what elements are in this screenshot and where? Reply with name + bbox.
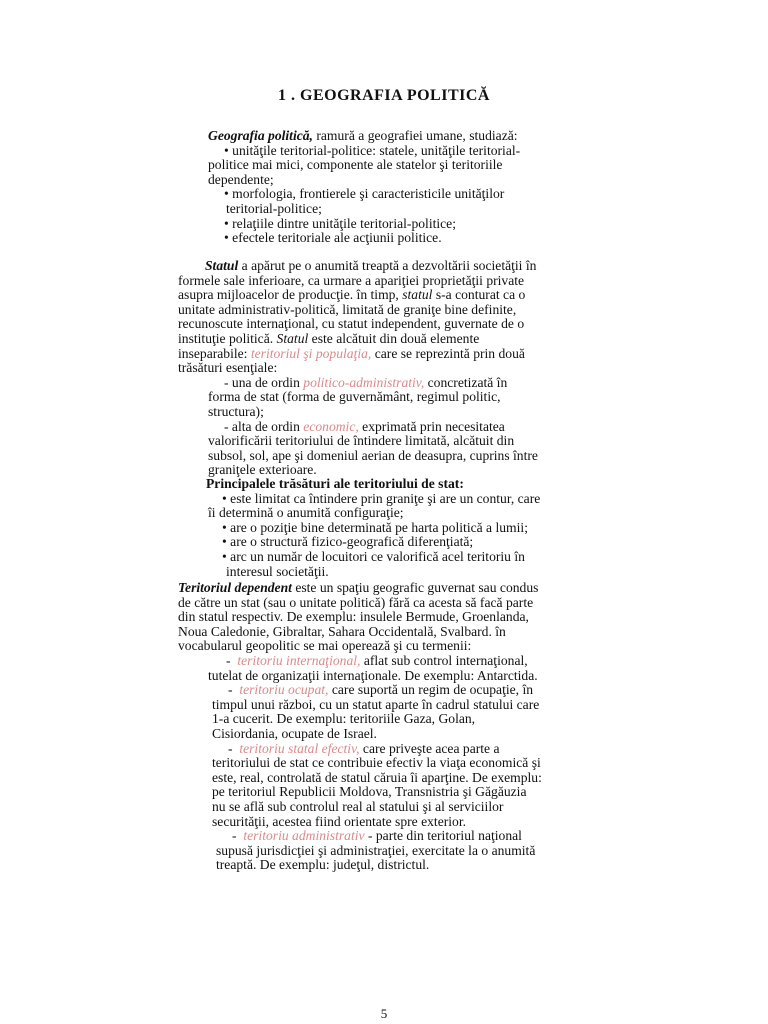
text-line: - teritoriu internaţional, aflat sub control internaţional, (226, 652, 528, 668)
list-item: • are o structură fizico-geografică diferenţiată; (222, 534, 474, 550)
text-span: aflat sub control internaţional, (360, 652, 528, 668)
text-span: care se reprezintă prin două (371, 345, 525, 361)
text-line: tutelat de organizaţii internaţionale. De exemplu: Antarctida. (208, 667, 538, 683)
text-span: este un spaţiu geografic guvernat sau condus (291, 580, 539, 595)
text-span: a apărut pe o anumită treaptă a dezvoltării societăţii în (238, 258, 537, 273)
list-item: politice mai mici, componente ale statelor şi teritoriile (208, 157, 503, 173)
text-span: - parte din teritoriul naţional (364, 828, 522, 844)
text-line: de către un stat (sau o unitate politică) fără ca acesta să facă parte (178, 594, 534, 610)
list-item: teritorial-politice; (226, 200, 322, 216)
text-span: este alcătuit din două elemente (308, 330, 480, 346)
text-line: - teritoriu ocupat, care suportă un regim de ocupaţie, în (228, 682, 534, 698)
list-item: dependente; (208, 171, 274, 187)
intro-section (208, 129, 578, 246)
text-line (178, 259, 598, 274)
statul-term: Statul (205, 258, 239, 273)
list-item: • morfologia, frontierele şi caracteristicile unităţilor (224, 186, 505, 202)
text-line: structura); (208, 403, 264, 419)
list-item: • este limitat ca întindere prin graniţe şi are un contur, care (222, 490, 541, 506)
text-line: Noua Caledonie, Gibraltar, Sahara Occidentală, Svalbard. în (178, 623, 506, 639)
text-line: recunoscute internaţional, cu statut independent, guvernate de o (178, 316, 525, 332)
text-line (178, 376, 598, 391)
text-line: supusă jurisdicţiei şi administraţiei, exercitate la o anumită (216, 842, 536, 858)
highlight-term: economic, (303, 418, 359, 434)
text-span: exprimată prin necesitatea (358, 418, 505, 434)
text-line: 1-a cucerit. De exemplu: teritoriile Gaza, Golan, (212, 711, 476, 727)
highlight-term: teritoriu administrativ (243, 828, 365, 844)
text-span: asupra mijloacelor de producţie. în timp, (178, 287, 403, 303)
list-item: • are o poziţie bine determinată pe harta politică a lumii; (222, 519, 528, 535)
text-line: forma de stat (forma de guvernământ, regimul politic, (208, 389, 501, 405)
text-line: pe teritoriul Republicii Moldova, Transnistria şi Găgăuzia (212, 784, 527, 800)
dependent-section (178, 581, 598, 873)
text-span: inseparabile: (178, 345, 251, 361)
list-item: • relaţiile dintre unităţile teritorial-politice; (224, 215, 456, 231)
text-line: din statul respectiv. De exemplu: insulele Bermude, Groenlanda, (178, 609, 529, 625)
text-span: - una de ordin (224, 374, 304, 390)
intro-line (208, 129, 578, 144)
statul-term-italic: Statul (276, 330, 309, 346)
text-span: care priveşte acea parte a (359, 740, 500, 756)
list-item: interesul societăţii. (226, 563, 329, 579)
dependent-term: Teritoriul dependent (178, 580, 292, 595)
highlight-term: teritoriu statal efectiv, (239, 740, 360, 756)
page-title: 1 . GEOGRAFIA POLITICĂ (278, 87, 490, 104)
text-line: valorificării teritoriului de întindere limitată, alcătuit din (208, 433, 515, 449)
text-line: trăsături esenţiale: (178, 360, 278, 376)
text-span: - alta de ordin (224, 418, 304, 434)
text-line (178, 288, 598, 303)
text-line (178, 581, 598, 596)
text-line: subsol, sol, ape şi domeniul aerian de deasupra, cuprins între (208, 447, 538, 463)
intro-text: ramură a geografiei umane, studiază: (312, 128, 518, 143)
text-line: este, real, controlată de statul căruia îi aparţine. De exemplu: (212, 769, 542, 785)
traits-section (206, 477, 586, 579)
statul-section (178, 259, 598, 478)
list-item: • efectele teritoriale ale acţiunii politice. (224, 230, 442, 246)
text-line: timpul unui război, cu un statut aparte în cadrul statului care (212, 696, 540, 712)
text-line: vocabularul geopolitic se mai operează şi cu termenii: (178, 638, 472, 654)
text-span: care suportă un regim de ocupaţie, în (328, 682, 534, 698)
text-line: - teritoriu administrativ - parte din teritoriul naţional (232, 828, 522, 844)
list-item: îi determină o anumită configuraţie; (208, 505, 404, 521)
page-number: 5 (380, 1006, 388, 1021)
text-span: concretizată în (424, 374, 508, 390)
text-line: unitate administrativ-politică, limitată de graniţe bine definite, (178, 301, 517, 317)
text-span: instituţie politică. (178, 330, 277, 346)
highlight-term: teritoriu ocupat, (239, 682, 329, 698)
list-item: • unităţile teritorial-politice: statele, unităţile teritorial- (224, 142, 521, 158)
text-line (178, 347, 598, 362)
text-line (178, 420, 598, 435)
text-line (178, 332, 598, 347)
text-line: securităţii, acestea fiind orientate spre exterior. (212, 813, 467, 829)
highlight-term: teritoriu internaţional, (237, 652, 361, 668)
section-heading: Principalele trăsături ale teritoriului de stat: (206, 476, 464, 491)
list-item: • arc un număr de locuitori ce valorifică acel teritoriu în (222, 548, 525, 564)
text-line: treaptă. De exemplu: judeţul, districtul. (216, 857, 430, 873)
text-line: formele sale inferioare, ca urmare a apariţiei proprietăţii private (178, 272, 525, 288)
text-line: nu se află sub controlul real al statului şi al serviciilor (212, 798, 504, 814)
text-span: s-a conturat ca o (432, 287, 526, 303)
text-line: teritoriului de stat ce contribuie efectiv la viaţa economică şi (212, 755, 541, 771)
text-line: Cisiordania, ocupate de Israel. (212, 725, 377, 741)
text-line: - teritoriu statal efectiv, care priveşte acea parte a (228, 740, 500, 756)
highlight-term: teritoriul şi populaţia, (250, 345, 372, 361)
statul-term-italic: statul (402, 287, 433, 303)
text-line: graniţele exterioare. (208, 462, 317, 478)
highlight-term: politico-administrativ, (303, 374, 425, 390)
intro-term: Geografia politică, (208, 128, 313, 143)
